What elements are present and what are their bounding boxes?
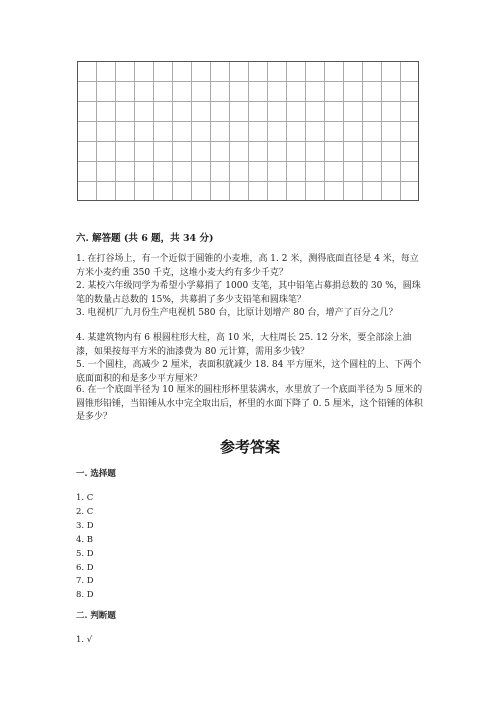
question-2: 2. 某校六年级同学为希望小学募捐了 1000 支笔，其中铅笔占募捐总数的 30 %，圆珠笔的数量占总数的 15%，共募捐了多少支铅笔和圆珠笔？	[76, 281, 421, 305]
choice-answer: 1. C	[76, 493, 94, 503]
choice-answer: 2. C	[76, 507, 94, 517]
writing-grid	[77, 61, 419, 201]
question-4: 4. 某建筑物内有 6 根圆柱形大柱，高 10 米，大柱周长 25. 12 分米，要全部涂上油漆，如果按每平方米的油漆费为 80 元计算，需用多少钱？	[76, 333, 412, 357]
choice-answer: 6. D	[76, 563, 94, 573]
question-3: 3. 电视机厂九月份生产电视机 580 台，比原计划增产 80 台，增产了百分之几？	[76, 308, 398, 318]
choice-answer: 4. B	[76, 535, 94, 545]
question-6: 6. 在一个底面半径为 10 厘米的圆柱形杯里装满水，水里放了一个底面半径为 5 厘米的圆锥形铅锤，当铅锤从水中完全取出后，杯里的水面下降了 0. 5 厘米，这个铅锤的体积是多少？	[76, 385, 423, 422]
choice-answer: 8. D	[76, 590, 94, 600]
answers-title: 参考答案	[219, 438, 280, 456]
question-1: 1. 在打谷场上，有一个近似于圆锥的小麦堆，高 1. 2 米，测得底面直径是 4 米，每立方米小麦约重 350 千克，这堆小麦大约有多少千克？	[76, 254, 419, 278]
judge-answer: 1. √	[76, 635, 93, 645]
choice-answer: 5. D	[76, 549, 94, 559]
question-5: 5. 一个圆柱，高减少 2 厘米，表面积就减少 18. 84 平方厘米，这个圆柱的上、下两个底面面积的和是多少平方厘米？	[76, 360, 422, 384]
choice-answer: 3. D	[76, 521, 94, 531]
choice-section-title: 一. 选择题	[76, 469, 116, 479]
section-6-title: 六. 解答题 (共 6 题，共 34 分)	[76, 233, 214, 244]
judge-section-title: 二. 判断题	[76, 611, 116, 621]
choice-answer: 7. D	[76, 576, 94, 586]
